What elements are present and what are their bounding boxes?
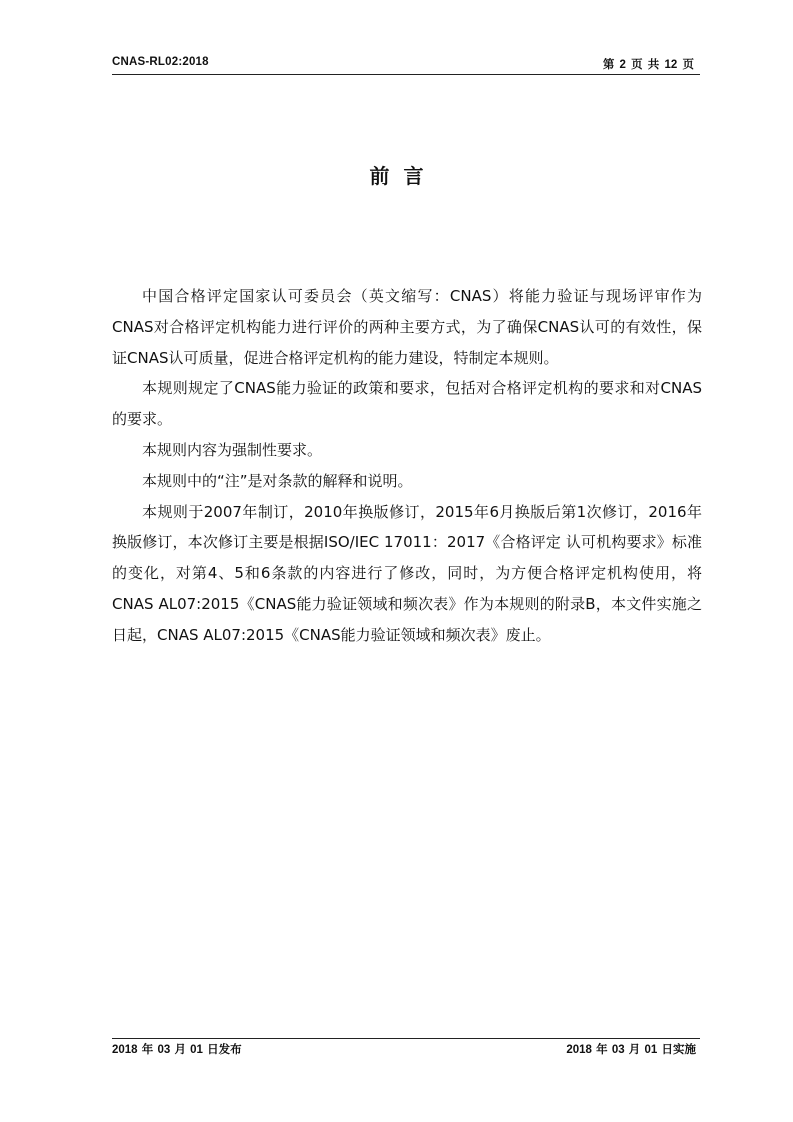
page-header <box>112 54 700 75</box>
document-code: CNAS-RL02:2018 <box>112 56 209 68</box>
paragraph-intro: 中国合格评定国家认可委员会（英文缩写：CNAS）将能力验证与现场评审作为CNAS对合格评定机构能力进行评价的两种主要方式，为了确保CNAS认可的有效性，保证CNAS认可质量，促进合格评定机构的能力建设，特制定本规则。 <box>112 287 702 367</box>
page-footer <box>112 1038 700 1059</box>
paragraph-mandatory: 本规则内容为强制性要求。 <box>142 440 323 459</box>
issue-date: 2018 年 03 月 01 日发布 <box>112 1044 242 1056</box>
page-number: 第 2 页 共 12 页 <box>602 59 694 71</box>
paragraph-notes: 本规则中的“注”是对条款的解释和说明。 <box>142 471 413 490</box>
page-title: 前言 <box>369 164 438 188</box>
paragraph-scope: 本规则规定了CNAS能力验证的政策和要求，包括对合格评定机构的要求和对CNAS的要求。 <box>112 379 702 429</box>
effective-date: 2018 年 03 月 01 日实施 <box>566 1044 696 1056</box>
paragraph-history: 本规则于2007年制订，2010年换版修订，2015年6月换版后第1次修订，2016年换版修订，本次修订主要是根据ISO/IEC 17011：2017《合格评定 认可机构要求》标准的变化，对第4、5和6条款的内容进行了修改，同时，为方便合格评定机构使用，将CNAS AL07:2015《CNAS能力验证领域和频次表》作为本规则的附录B，本文件实施之日起，CNAS AL07:2015《CNAS能力验证领域和频次表》废止。 <box>112 502 702 644</box>
body-text <box>112 281 702 651</box>
